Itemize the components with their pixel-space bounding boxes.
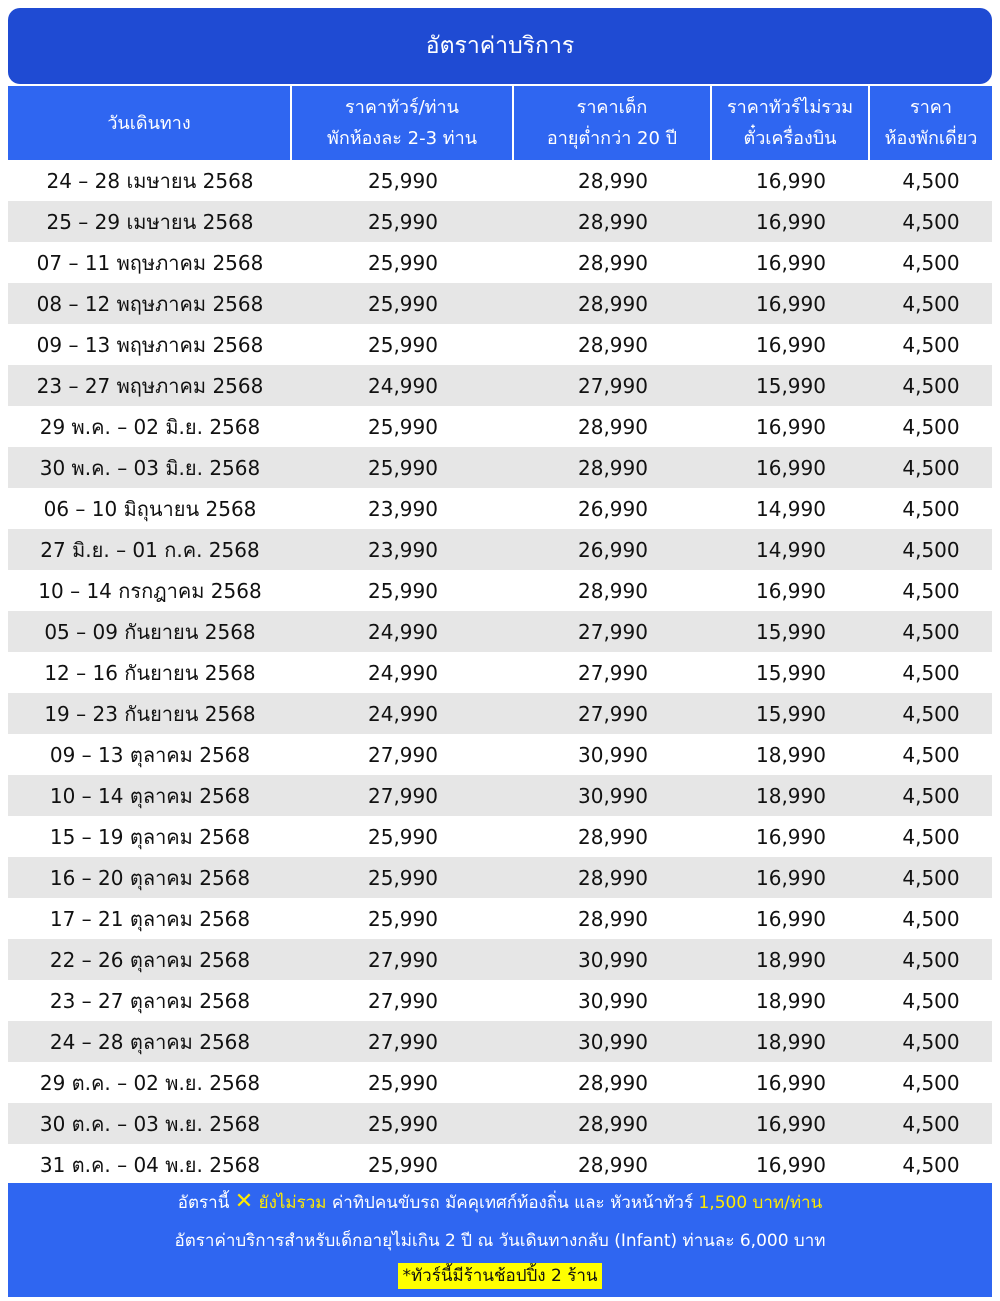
table-row bbox=[8, 570, 992, 611]
cell-travel-date: 24 – 28 เมษายน 2568 bbox=[46, 168, 254, 193]
cell-no-ticket-price: 15,990 bbox=[756, 619, 826, 644]
table-title: อัตราค่าบริการ bbox=[8, 8, 992, 84]
cell-no-ticket-price: 16,990 bbox=[756, 250, 826, 275]
cell-child-price: 27,990 bbox=[578, 660, 648, 685]
cell-single-room-price: 4,500 bbox=[902, 619, 960, 644]
cell-travel-date: 17 – 21 ตุลาคม 2568 bbox=[49, 906, 251, 931]
cell-adult-price: 25,990 bbox=[368, 455, 438, 480]
header-single-room bbox=[870, 86, 992, 160]
cell-child-price: 27,990 bbox=[578, 619, 648, 644]
header-adult-price bbox=[292, 86, 514, 160]
table-row bbox=[8, 283, 992, 324]
cell-child-price: 28,990 bbox=[578, 1111, 648, 1136]
cell-no-ticket-price: 16,990 bbox=[756, 209, 826, 234]
cell-travel-date: 09 – 13 ตุลาคม 2568 bbox=[49, 742, 251, 767]
cell-single-room-price: 4,500 bbox=[902, 250, 960, 275]
header-single-room-line1: ราคา bbox=[910, 97, 952, 118]
header-adult-price-line2: พักห้องละ 2-3 ท่าน bbox=[326, 128, 478, 149]
cell-single-room-price: 4,500 bbox=[902, 1152, 960, 1177]
table-row bbox=[8, 652, 992, 693]
cell-child-price: 28,990 bbox=[578, 291, 648, 316]
cell-travel-date: 22 – 26 ตุลาคม 2568 bbox=[49, 947, 251, 972]
cell-no-ticket-price: 16,990 bbox=[756, 455, 826, 480]
header-child-price-line2: อายุต่ำกว่า 20 ปี bbox=[546, 128, 678, 149]
cell-child-price: 27,990 bbox=[578, 373, 648, 398]
cell-single-room-price: 4,500 bbox=[902, 332, 960, 357]
cell-no-ticket-price: 16,990 bbox=[756, 291, 826, 316]
cell-travel-date: 31 ต.ค. – 04 พ.ย. 2568 bbox=[39, 1152, 261, 1177]
header-travel-date-line1: วันเดินทาง bbox=[107, 112, 191, 134]
footer-notes bbox=[8, 1183, 992, 1297]
cell-child-price: 28,990 bbox=[578, 578, 648, 603]
cell-adult-price: 27,990 bbox=[368, 1029, 438, 1054]
footer-line-2: อัตราค่าบริการสำหรับเด็กอายุไม่เกิน 2 ปี ณ วันเดินทางกลับ (Infant) ท่านละ 6,000 บาท bbox=[174, 1231, 826, 1251]
cell-adult-price: 27,990 bbox=[368, 947, 438, 972]
cell-travel-date: 24 – 28 ตุลาคม 2568 bbox=[49, 1029, 251, 1054]
table-row bbox=[8, 1021, 992, 1062]
x-mark-icon: ✕ bbox=[234, 1189, 254, 1214]
cell-child-price: 30,990 bbox=[578, 988, 648, 1013]
cell-child-price: 26,990 bbox=[578, 496, 648, 521]
cell-no-ticket-price: 16,990 bbox=[756, 1111, 826, 1136]
cell-no-ticket-price: 15,990 bbox=[756, 660, 826, 685]
header-adult-price-line1: ราคาทัวร์/ท่าน bbox=[345, 97, 459, 118]
header-travel-date bbox=[8, 86, 292, 160]
cell-child-price: 28,990 bbox=[578, 250, 648, 275]
cell-adult-price: 25,990 bbox=[368, 209, 438, 234]
footer-line-3 bbox=[8, 1262, 992, 1289]
cell-single-room-price: 4,500 bbox=[902, 373, 960, 398]
cell-no-ticket-price: 16,990 bbox=[756, 865, 826, 890]
cell-adult-price: 25,990 bbox=[368, 578, 438, 603]
cell-travel-date: 30 ต.ค. – 03 พ.ย. 2568 bbox=[39, 1111, 261, 1136]
cell-travel-date: 10 – 14 ตุลาคม 2568 bbox=[49, 783, 251, 808]
table-row bbox=[8, 242, 992, 283]
cell-adult-price: 25,990 bbox=[368, 824, 438, 849]
cell-travel-date: 08 – 12 พฤษภาคม 2568 bbox=[36, 291, 264, 316]
cell-child-price: 28,990 bbox=[578, 332, 648, 357]
cell-travel-date: 12 – 16 กันยายน 2568 bbox=[44, 660, 256, 685]
table-row bbox=[8, 734, 992, 775]
cell-no-ticket-price: 16,990 bbox=[756, 332, 826, 357]
cell-adult-price: 24,990 bbox=[368, 660, 438, 685]
cell-child-price: 28,990 bbox=[578, 824, 648, 849]
table-row bbox=[8, 529, 992, 570]
table-row bbox=[8, 406, 992, 447]
cell-single-room-price: 4,500 bbox=[902, 455, 960, 480]
not-included-label: ยังไม่รวม bbox=[258, 1193, 327, 1213]
cell-no-ticket-price: 16,990 bbox=[756, 168, 826, 193]
table-row bbox=[8, 488, 992, 529]
cell-child-price: 30,990 bbox=[578, 947, 648, 972]
cell-travel-date: 16 – 20 ตุลาคม 2568 bbox=[49, 865, 251, 890]
cell-single-room-price: 4,500 bbox=[902, 988, 960, 1013]
cell-no-ticket-price: 16,990 bbox=[756, 1152, 826, 1177]
cell-travel-date: 30 พ.ค. – 03 มิ.ย. 2568 bbox=[39, 455, 261, 480]
table-row bbox=[8, 160, 992, 201]
cell-single-room-price: 4,500 bbox=[902, 1070, 960, 1095]
table-row bbox=[8, 775, 992, 816]
cell-single-room-price: 4,500 bbox=[902, 1111, 960, 1136]
cell-child-price: 30,990 bbox=[578, 783, 648, 808]
cell-child-price: 30,990 bbox=[578, 742, 648, 767]
cell-adult-price: 25,990 bbox=[368, 1152, 438, 1177]
cell-adult-price: 25,990 bbox=[368, 1070, 438, 1095]
header-child-price bbox=[514, 86, 712, 160]
table-row bbox=[8, 365, 992, 406]
cell-single-room-price: 4,500 bbox=[902, 865, 960, 890]
table-row bbox=[8, 447, 992, 488]
cell-child-price: 28,990 bbox=[578, 906, 648, 931]
cell-travel-date: 06 – 10 มิถุนายน 2568 bbox=[43, 496, 257, 521]
cell-single-room-price: 4,500 bbox=[902, 168, 960, 193]
table-row bbox=[8, 1103, 992, 1144]
table-row bbox=[8, 201, 992, 242]
cell-travel-date: 29 ต.ค. – 02 พ.ย. 2568 bbox=[39, 1070, 261, 1095]
cell-single-room-price: 4,500 bbox=[902, 496, 960, 521]
cell-travel-date: 09 – 13 พฤษภาคม 2568 bbox=[36, 332, 264, 357]
cell-child-price: 28,990 bbox=[578, 865, 648, 890]
cell-travel-date: 29 พ.ค. – 02 มิ.ย. 2568 bbox=[39, 414, 261, 439]
table-row bbox=[8, 898, 992, 939]
table-header bbox=[8, 86, 992, 160]
cell-single-room-price: 4,500 bbox=[902, 906, 960, 931]
cell-single-room-price: 4,500 bbox=[902, 824, 960, 849]
cell-single-room-price: 4,500 bbox=[902, 660, 960, 685]
cell-adult-price: 25,990 bbox=[368, 1111, 438, 1136]
header-no-ticket-price bbox=[712, 86, 870, 160]
cell-adult-price: 27,990 bbox=[368, 988, 438, 1013]
cell-adult-price: 25,990 bbox=[368, 865, 438, 890]
cell-travel-date: 27 มิ.ย. – 01 ก.ค. 2568 bbox=[40, 537, 260, 562]
table-row bbox=[8, 857, 992, 898]
cell-no-ticket-price: 18,990 bbox=[756, 742, 826, 767]
cell-adult-price: 25,990 bbox=[368, 250, 438, 275]
cell-child-price: 28,990 bbox=[578, 455, 648, 480]
cell-no-ticket-price: 18,990 bbox=[756, 783, 826, 808]
cell-adult-price: 27,990 bbox=[368, 742, 438, 767]
price-table-body bbox=[8, 160, 992, 1185]
cell-single-room-price: 4,500 bbox=[902, 783, 960, 808]
cell-no-ticket-price: 16,990 bbox=[756, 906, 826, 931]
table-row bbox=[8, 693, 992, 734]
header-single-room-line2: ห้องพักเดี่ยว bbox=[884, 128, 978, 149]
cell-child-price: 28,990 bbox=[578, 168, 648, 193]
header-no-ticket-line1: ราคาทัวร์ไม่รวม bbox=[726, 97, 854, 118]
cell-travel-date: 23 – 27 พฤษภาคม 2568 bbox=[36, 373, 264, 398]
cell-single-room-price: 4,500 bbox=[902, 1029, 960, 1054]
footer-prefix: อัตรานี้ bbox=[177, 1193, 230, 1213]
cell-single-room-price: 4,500 bbox=[902, 414, 960, 439]
cell-travel-date: 19 – 23 กันยายน 2568 bbox=[44, 701, 256, 726]
table-row bbox=[8, 1062, 992, 1103]
tip-amount: 1,500 บาท/ท่าน bbox=[698, 1193, 823, 1213]
cell-single-room-price: 4,500 bbox=[902, 742, 960, 767]
cell-adult-price: 24,990 bbox=[368, 701, 438, 726]
cell-no-ticket-price: 18,990 bbox=[756, 947, 826, 972]
cell-adult-price: 25,990 bbox=[368, 168, 438, 193]
cell-travel-date: 05 – 09 กันยายน 2568 bbox=[44, 619, 256, 644]
cell-child-price: 26,990 bbox=[578, 537, 648, 562]
cell-single-room-price: 4,500 bbox=[902, 701, 960, 726]
cell-child-price: 28,990 bbox=[578, 1152, 648, 1177]
cell-travel-date: 23 – 27 ตุลาคม 2568 bbox=[49, 988, 251, 1013]
cell-single-room-price: 4,500 bbox=[902, 209, 960, 234]
cell-no-ticket-price: 15,990 bbox=[756, 701, 826, 726]
cell-adult-price: 23,990 bbox=[368, 496, 438, 521]
cell-adult-price: 23,990 bbox=[368, 537, 438, 562]
cell-no-ticket-price: 16,990 bbox=[756, 1070, 826, 1095]
cell-single-room-price: 4,500 bbox=[902, 578, 960, 603]
cell-no-ticket-price: 18,990 bbox=[756, 988, 826, 1013]
cell-child-price: 30,990 bbox=[578, 1029, 648, 1054]
cell-child-price: 28,990 bbox=[578, 414, 648, 439]
cell-travel-date: 07 – 11 พฤษภาคม 2568 bbox=[36, 250, 264, 275]
cell-no-ticket-price: 15,990 bbox=[756, 373, 826, 398]
table-row bbox=[8, 980, 992, 1021]
table-row bbox=[8, 816, 992, 857]
tip-description: ค่าทิปคนขับรถ มัคคุเทศก์ท้องถิ่น และ หัวหน้าทัวร์ bbox=[331, 1193, 694, 1213]
table-row bbox=[8, 324, 992, 365]
cell-child-price: 28,990 bbox=[578, 209, 648, 234]
table-row bbox=[8, 611, 992, 652]
cell-adult-price: 24,990 bbox=[368, 619, 438, 644]
footer-line-1 bbox=[8, 1189, 992, 1216]
cell-no-ticket-price: 18,990 bbox=[756, 1029, 826, 1054]
cell-adult-price: 27,990 bbox=[368, 783, 438, 808]
cell-single-room-price: 4,500 bbox=[902, 947, 960, 972]
cell-adult-price: 25,990 bbox=[368, 332, 438, 357]
cell-travel-date: 15 – 19 ตุลาคม 2568 bbox=[49, 824, 251, 849]
cell-child-price: 27,990 bbox=[578, 701, 648, 726]
cell-single-room-price: 4,500 bbox=[902, 537, 960, 562]
cell-no-ticket-price: 14,990 bbox=[756, 537, 826, 562]
cell-adult-price: 25,990 bbox=[368, 414, 438, 439]
cell-no-ticket-price: 16,990 bbox=[756, 578, 826, 603]
cell-single-room-price: 4,500 bbox=[902, 291, 960, 316]
cell-no-ticket-price: 16,990 bbox=[756, 824, 826, 849]
cell-no-ticket-price: 14,990 bbox=[756, 496, 826, 521]
shopping-note: *ทัวร์นี้มีร้านช้อปปิ้ง 2 ร้าน bbox=[398, 1263, 601, 1289]
cell-adult-price: 25,990 bbox=[368, 906, 438, 931]
cell-travel-date: 25 – 29 เมษายน 2568 bbox=[46, 209, 254, 234]
table-row bbox=[8, 939, 992, 980]
cell-no-ticket-price: 16,990 bbox=[756, 414, 826, 439]
header-no-ticket-line2: ตั๋วเครื่องบิน bbox=[743, 128, 837, 149]
cell-travel-date: 10 – 14 กรกฎาคม 2568 bbox=[38, 578, 262, 603]
cell-child-price: 28,990 bbox=[578, 1070, 648, 1095]
cell-adult-price: 24,990 bbox=[368, 373, 438, 398]
header-child-price-line1: ราคาเด็ก bbox=[576, 97, 648, 118]
table-row bbox=[8, 1144, 992, 1185]
cell-adult-price: 25,990 bbox=[368, 291, 438, 316]
